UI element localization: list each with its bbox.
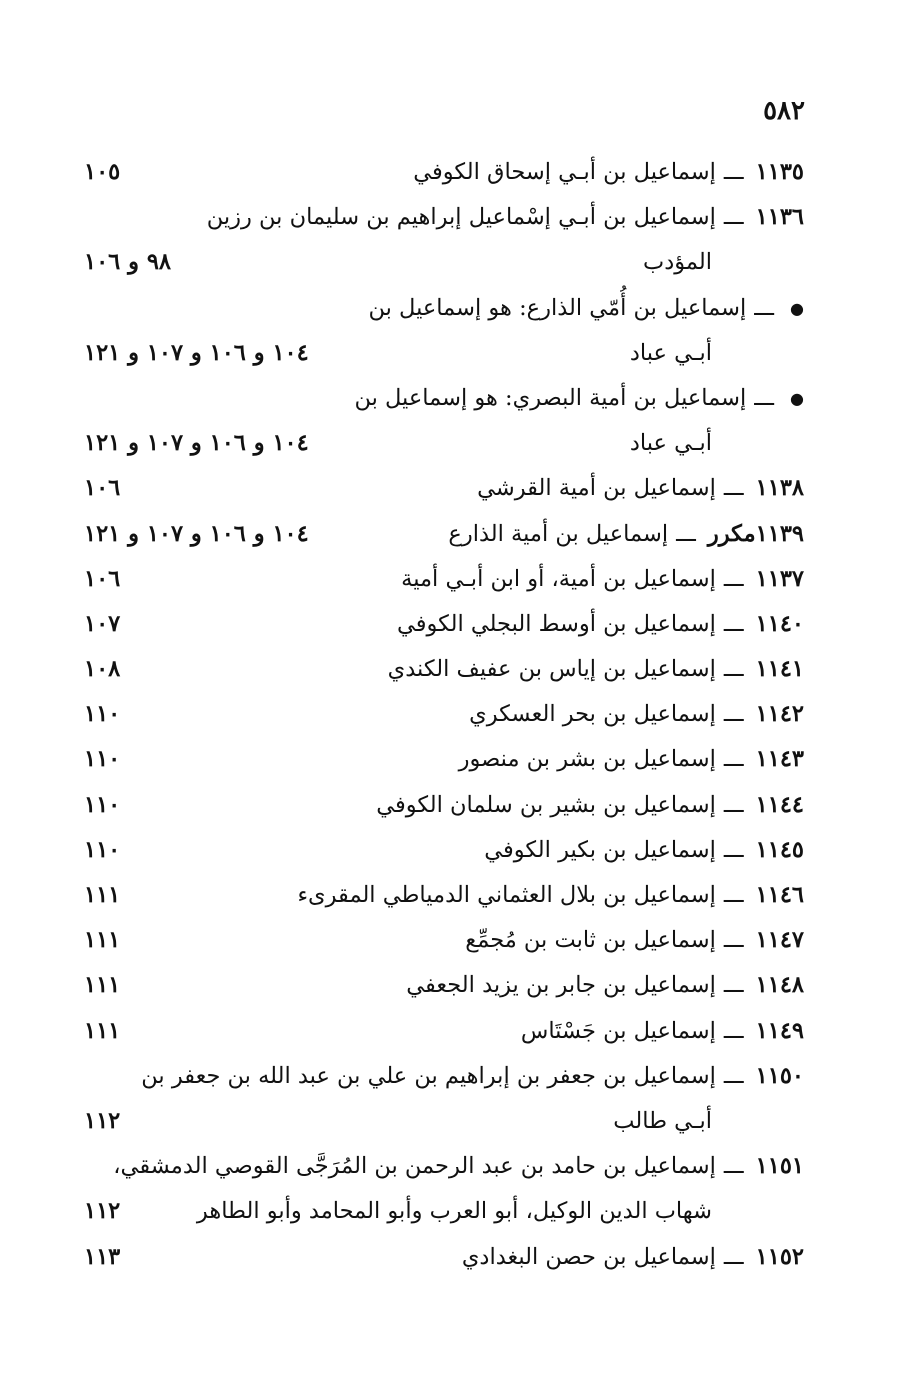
page-ref: ١١٠: [84, 836, 121, 863]
page-ref: ١١٢: [84, 1107, 121, 1134]
entry-name: إسماعيل بن حامد بن عبد الرحمن بن المُرَجَّى القوصي الدمشقي،: [113, 1153, 716, 1180]
page-ref: ١١٣: [84, 1243, 121, 1270]
entry-dash: ـــ: [723, 701, 744, 728]
entry-dash: ـــ: [723, 159, 744, 185]
entry-1147: [80, 918, 804, 963]
entry-dash: ـــ: [723, 791, 744, 818]
page-ref: ١٠٤ و ١٠٦ و ١٠٧ و ١٢١: [84, 339, 309, 366]
entry-number: ١١٤٩: [755, 1017, 804, 1044]
entry-number: ١١٤٢: [755, 701, 804, 728]
entry-number: ١١٤٨: [755, 972, 804, 999]
entry-number: ١١٤٠: [755, 610, 804, 637]
entry-name: إسماعيل بن أمية القرشي: [477, 475, 716, 502]
entry-name: إسماعيل بن أبـي إسحاق الكوفي: [413, 159, 716, 185]
page-ref: ١٠٤ و ١٠٦ و ١٠٧ و ١٢١: [84, 430, 309, 457]
entry-1150-continuation: [80, 1099, 804, 1144]
entry-1136-continuation: [80, 240, 804, 285]
cross-ref-1-continuation: [80, 331, 804, 376]
entry-name-continuation: أبـي عباد: [629, 430, 712, 457]
page-ref: ١١١: [84, 882, 121, 908]
entry-dash: ـــ: [723, 746, 744, 773]
entry-1146: [80, 873, 804, 918]
entry-1135: [80, 150, 804, 195]
entry-1152: [80, 1235, 804, 1280]
entry-dash: ـــ: [754, 384, 775, 411]
page-ref: ١١٢: [84, 1198, 121, 1225]
entry-1150: [80, 1054, 804, 1099]
index-list: [80, 150, 804, 1270]
entry-number: ١١٤٣: [755, 746, 804, 773]
entry-dash: ـــ: [723, 656, 744, 683]
entry-number: ١١٥٠: [755, 1062, 804, 1089]
entry-1138: [80, 466, 804, 511]
entry-name: إسماعيل بن جابر بن يزيد الجعفي: [406, 972, 716, 999]
entry-name: إسماعيل بن بكير الكوفي: [484, 836, 716, 863]
entry-number: ١١٣٥: [755, 159, 804, 185]
page-number: ٥٨٢: [763, 96, 805, 126]
entry-name: إسماعيل بن جعفر بن إبراهيم بن علي بن عبد الله بن جعفر بن: [141, 1062, 716, 1089]
entry-1137: [80, 557, 804, 602]
entry-name: إسماعيل بن أوسط البجلي الكوفي: [397, 610, 716, 637]
entry-name: إسماعيل بن إياس بن عفيف الكندي: [387, 656, 716, 683]
entry-1136: [80, 195, 804, 240]
entry-1151: [80, 1144, 804, 1189]
entry-dash: ـــ: [723, 1017, 744, 1044]
entry-dash: ـــ: [723, 475, 744, 502]
cross-ref-1: [80, 286, 804, 331]
entry-name: إسماعيل بن بشر بن منصور: [458, 746, 716, 773]
entry-name: إسماعيل بن أُمّي الذارع: هو إسماعيل بن: [368, 294, 747, 321]
entry-1151-continuation: [80, 1189, 804, 1234]
entry-number: ١١٥١: [755, 1153, 804, 1180]
page-ref: ١١٠: [84, 746, 121, 773]
entry-name: إسماعيل بن أمية الذارع: [448, 520, 669, 547]
bullet-icon: ●: [790, 389, 804, 409]
entry-number: ١١٤٥: [755, 836, 804, 863]
entry-1143: [80, 737, 804, 782]
entry-number: ١١٤١: [755, 656, 804, 683]
page-ref: ١٠٤ و ١٠٦ و ١٠٧ و ١٢١: [84, 520, 309, 547]
entry-name: إسماعيل بن بحر العسكري: [469, 701, 716, 728]
entry-dash: ـــ: [723, 565, 744, 592]
entry-name-continuation: أبـي طالب: [613, 1107, 712, 1134]
entry-dash: ـــ: [723, 1243, 744, 1270]
entry-name: إسماعيل بن بلال العثماني الدمياطي المقرىء: [297, 882, 716, 908]
entry-1148: [80, 963, 804, 1008]
entry-dash: ـــ: [723, 204, 744, 231]
page-ref: ١٠٨: [84, 656, 121, 683]
page-ref: ١١٠: [84, 791, 121, 818]
entry-dash: ـــ: [723, 882, 744, 908]
entry-name: إسماعيل بن أمية، أو ابن أبـي أمية: [401, 565, 716, 592]
entry-number: ١١٥٢: [755, 1243, 804, 1270]
bullet-icon: ●: [790, 298, 804, 318]
entry-name: إسماعيل بن بشير بن سلمان الكوفي: [376, 791, 716, 818]
entry-number: ١١٤٦: [755, 882, 804, 908]
entry-dash: ـــ: [676, 520, 696, 547]
entry-dash: ـــ: [723, 1153, 744, 1180]
entry-1139: [80, 512, 804, 557]
entry-number: ١١٤٧: [755, 927, 804, 954]
entry-number: ١١٣٨: [755, 475, 804, 502]
page-ref: ١١١: [84, 927, 121, 954]
entry-name-continuation: أبـي عباد: [629, 339, 712, 366]
entry-1141: [80, 647, 804, 692]
page-ref: ١٠٦: [84, 565, 121, 592]
entry-name: إسماعيل بن جَسْتَاس: [520, 1017, 716, 1044]
entry-number: ١١٤٤: [755, 791, 804, 818]
entry-dash: ـــ: [723, 972, 744, 999]
page-ref: ١١٠: [84, 701, 121, 728]
entry-dash: ـــ: [723, 1062, 744, 1089]
entry-number: ١١٣٧: [755, 565, 804, 592]
entry-dash: ـــ: [723, 610, 744, 637]
entry-dash: ـــ: [754, 294, 775, 321]
page-ref: ١١١: [84, 1017, 121, 1044]
page-ref: ١١١: [84, 972, 121, 999]
entry-1140: [80, 602, 804, 647]
entry-name: إسماعيل بن حصن البغدادي: [461, 1243, 716, 1270]
page-ref: ١٠٧: [84, 610, 121, 637]
entry-dash: ـــ: [723, 836, 744, 863]
cross-ref-2: [80, 376, 804, 421]
entry-1144: [80, 783, 804, 828]
entry-number: ١١٣٩مكرر: [707, 520, 804, 547]
page-ref: ٩٨ و ١٠٦: [84, 249, 171, 276]
entry-1142: [80, 692, 804, 737]
entry-name: إسماعيل بن أبـي إسْماعيل إبراهيم بن سليمان بن رزين: [206, 204, 716, 231]
cross-ref-2-continuation: [80, 421, 804, 466]
entry-name-continuation: المؤدب: [643, 249, 712, 276]
page-ref: ١٠٥: [84, 159, 121, 185]
entry-1149: [80, 1009, 804, 1054]
entry-name: إسماعيل بن ثابت بن مُجمِّع: [465, 927, 716, 954]
entry-number: ١١٣٦: [755, 204, 804, 231]
entry-dash: ـــ: [723, 927, 744, 954]
entry-name-continuation: شهاب الدين الوكيل، أبو العرب وأبو المحامد وأبو الطاهر: [196, 1198, 712, 1225]
entry-1145: [80, 828, 804, 873]
entry-name: إسماعيل بن أمية البصري: هو إسماعيل بن: [354, 384, 747, 411]
page-ref: ١٠٦: [84, 475, 121, 502]
